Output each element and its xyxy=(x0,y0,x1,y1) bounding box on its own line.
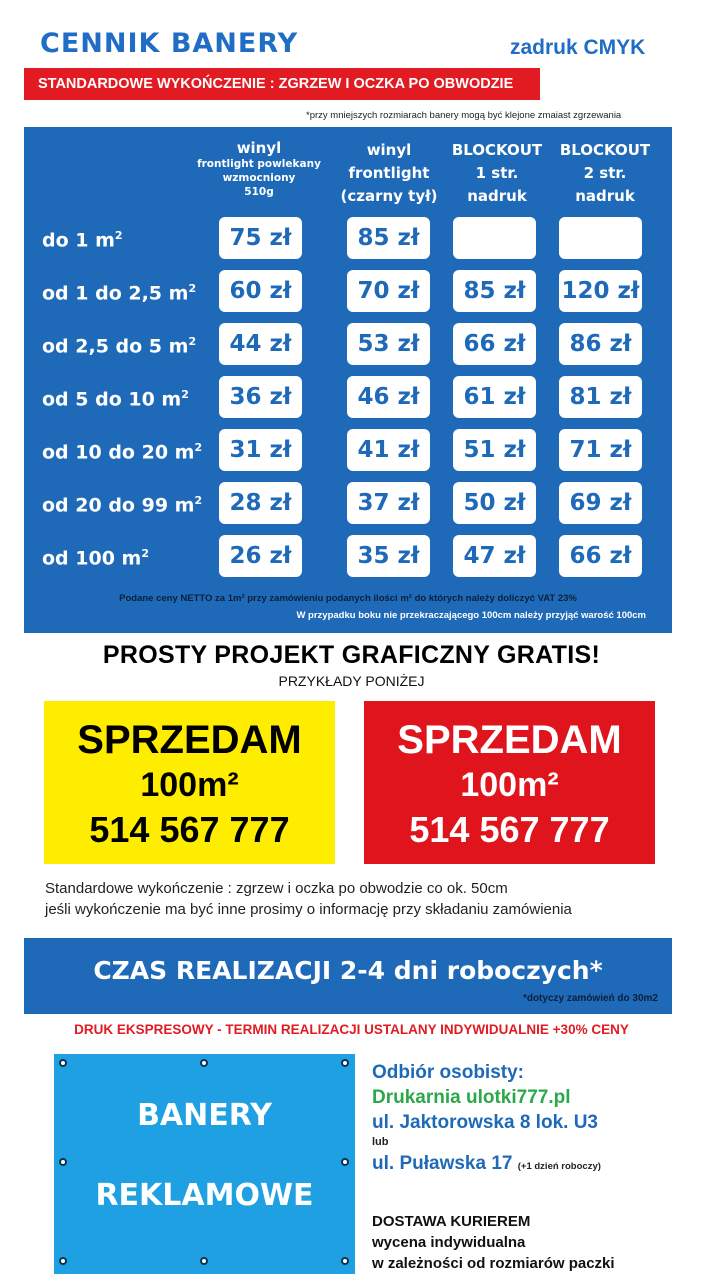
price-cell: 66 zł xyxy=(559,535,642,577)
row-label-1-2-5 xyxy=(42,282,196,304)
netto-note: Podane ceny NETTO za 1m² przy zamówieniu podanych ilości m² do których należy doliczyć VAT 23% xyxy=(119,593,577,604)
example-line: SPRZEDAM xyxy=(397,718,622,762)
price-cell: 46 zł xyxy=(347,376,430,418)
price-cell: 51 zł xyxy=(453,429,536,471)
example-line: 514 567 777 xyxy=(409,809,610,850)
row-label-sup: 2 xyxy=(141,547,149,560)
column-header-line: BLOCKOUT xyxy=(451,141,543,159)
price-cell: 81 zł xyxy=(559,376,642,418)
price-cell: 53 zł xyxy=(347,323,430,365)
price-cell: 120 zł xyxy=(559,270,642,312)
column-header-line: nadruk xyxy=(467,187,527,205)
pickup-heading: Odbiór osobisty: xyxy=(372,1062,524,1083)
column-header-line: BLOCKOUT xyxy=(559,141,651,159)
column-header-line: winyl xyxy=(366,141,412,159)
row-label-sup: 2 xyxy=(188,282,197,295)
column-header-line: frontlight powlekany xyxy=(197,158,321,170)
row-label-from-100 xyxy=(42,547,149,569)
row-label-text: od 5 do 10 m xyxy=(42,388,182,411)
price-cell: 75 zł xyxy=(219,217,302,259)
price-cell: 66 zł xyxy=(453,323,536,365)
row-label-sup: 2 xyxy=(194,441,203,454)
finish-note xyxy=(45,878,572,920)
promo-subline: PRZYKŁADY PONIŻEJ xyxy=(278,673,425,689)
row-label-2-5-5 xyxy=(42,335,196,357)
column-header-line: 1 str. xyxy=(475,164,519,182)
pickup-address-1: ul. Jaktorowska 8 lok. U3 xyxy=(372,1112,598,1133)
grommet-icon xyxy=(341,1158,349,1166)
grommet-icon xyxy=(59,1158,67,1166)
price-cell-empty xyxy=(559,217,642,259)
pickup-or: lub xyxy=(372,1136,389,1148)
row-label-text: od 10 do 20 m xyxy=(42,441,195,464)
example-line: 100m² xyxy=(140,766,239,804)
price-cell: 85 zł xyxy=(347,217,430,259)
courier-line: wycena indywidualna xyxy=(372,1234,526,1251)
pickup-company: Drukarnia ulotki777.pl xyxy=(372,1087,571,1108)
courier-line: DOSTAWA KURIEREM xyxy=(372,1213,531,1230)
pickup-address-2-text: ul. Puławska 17 xyxy=(372,1153,513,1174)
example-banner-red xyxy=(364,701,655,864)
price-cell: 85 zł xyxy=(453,270,536,312)
price-cell: 26 zł xyxy=(219,535,302,577)
grommet-icon xyxy=(341,1257,349,1265)
price-cell: 31 zł xyxy=(219,429,302,471)
column-header-frontlight-coated xyxy=(189,139,329,199)
realization-headline: CZAS REALIZACJI 2-4 dni roboczych* xyxy=(93,956,603,985)
price-cell: 70 zł xyxy=(347,270,430,312)
row-label-5-10 xyxy=(42,388,189,410)
row-label-text: do 1 m xyxy=(42,229,115,252)
page-subtitle: zadruk CMYK xyxy=(510,36,646,59)
column-header-line: 2 str. xyxy=(583,164,627,182)
price-cell: 36 zł xyxy=(219,376,302,418)
column-header-line: winyl xyxy=(236,139,282,157)
price-cell: 71 zł xyxy=(559,429,642,471)
row-label-sup: 2 xyxy=(114,229,123,242)
row-label-10-20 xyxy=(42,441,202,463)
page-title: CENNIK BANERY xyxy=(40,28,299,59)
price-cell: 41 zł xyxy=(347,429,430,471)
glue-note: *przy mniejszych rozmiarach banery mogą być klejone zmaiast zgrzewania xyxy=(306,110,622,121)
sample-banner-line: REKLAMOWE xyxy=(95,1178,314,1213)
row-label-text: od 1 do 2,5 m xyxy=(42,282,189,305)
finish-note-line: Standardowe wykończenie : zgrzew i oczka po obwodzie co ok. 50cm xyxy=(45,880,508,897)
example-line: SPRZEDAM xyxy=(77,718,302,762)
column-header-line: frontlight xyxy=(348,164,430,182)
price-cell: 35 zł xyxy=(347,535,430,577)
row-label-text: od 100 m xyxy=(42,547,142,570)
sample-banner-line: BANERY xyxy=(137,1098,272,1133)
min-size-note: W przypadku boku nie przekraczającego 100cm należy przyjąć warość 100cm xyxy=(296,610,646,621)
finish-note-line: jeśli wykończenie ma być inne prosimy o informację przy składaniu zamówienia xyxy=(45,901,572,918)
row-label-20-99 xyxy=(42,494,202,516)
price-cell-empty xyxy=(453,217,536,259)
price-cell: 28 zł xyxy=(219,482,302,524)
pickup-address-2-note: (+1 dzień roboczy) xyxy=(517,1161,601,1172)
grommet-icon xyxy=(59,1257,67,1265)
row-label-text: od 2,5 do 5 m xyxy=(42,335,189,358)
row-label-sup: 2 xyxy=(194,494,203,507)
column-header-line: 510g xyxy=(244,186,274,198)
row-label-text: od 20 do 99 m xyxy=(42,494,195,517)
price-cell: 47 zł xyxy=(453,535,536,577)
column-header-line: nadruk xyxy=(575,187,635,205)
row-label-up-to-1 xyxy=(42,229,123,251)
grommet-icon xyxy=(341,1059,349,1067)
realization-note: *dotyczy zamówień do 30m2 xyxy=(522,993,658,1004)
price-cell: 50 zł xyxy=(453,482,536,524)
row-label-sup: 2 xyxy=(188,335,197,348)
row-label-sup: 2 xyxy=(181,388,189,401)
finish-bar: STANDARDOWE WYKOŃCZENIE : ZGRZEW I OCZKA PO OBWODZIE xyxy=(24,68,540,100)
price-cell: 44 zł xyxy=(219,323,302,365)
price-cell: 61 zł xyxy=(453,376,536,418)
realization-bar xyxy=(24,938,672,1014)
express-note: DRUK EKSPRESOWY - TERMIN REALIZACJI USTALANY INDYWIDUALNIE +30% CENY xyxy=(74,1022,629,1037)
price-cell: 37 zł xyxy=(347,482,430,524)
grommet-icon xyxy=(59,1059,67,1067)
sample-banner xyxy=(54,1054,355,1274)
example-line: 514 567 777 xyxy=(89,809,290,850)
price-table xyxy=(24,127,672,633)
price-cell: 60 zł xyxy=(219,270,302,312)
column-header-blockout-1 xyxy=(442,139,552,208)
example-line: 100m² xyxy=(460,766,559,804)
column-header-line: (czarny tył) xyxy=(340,187,438,205)
courier-info xyxy=(372,1211,615,1274)
promo-headline: PROSTY PROJEKT GRAFICZNY GRATIS! xyxy=(102,641,601,669)
pickup-address-2 xyxy=(372,1153,601,1175)
column-header-blockout-2 xyxy=(550,139,660,208)
price-cell: 69 zł xyxy=(559,482,642,524)
column-header-frontlight-black xyxy=(334,139,444,208)
courier-line: w zależności od rozmiarów paczki xyxy=(372,1255,615,1272)
grommet-icon xyxy=(200,1257,208,1265)
example-banner-yellow xyxy=(44,701,335,864)
price-cell: 86 zł xyxy=(559,323,642,365)
grommet-icon xyxy=(200,1059,208,1067)
column-header-line: wzmocniony xyxy=(222,172,296,184)
